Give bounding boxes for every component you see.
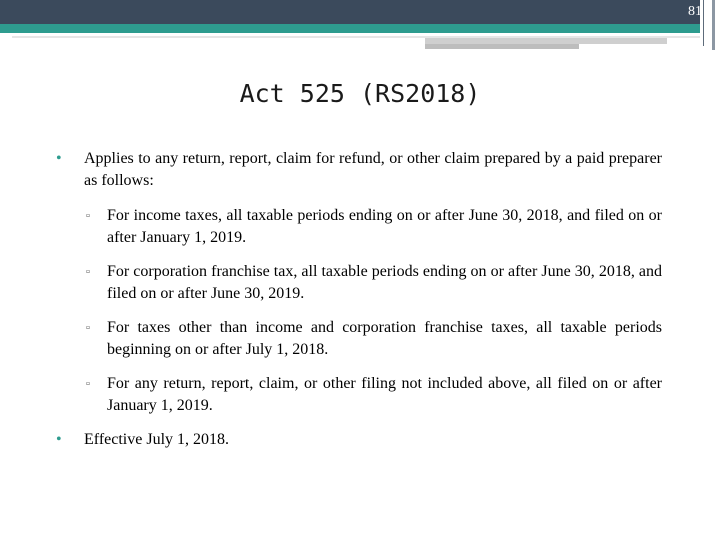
sub-bullet-text: For corporation franchise tax, all taxable periods ending on or after June 30, 2018, and filed on or after June 30, 2019. [107,263,662,302]
sub-bullet-item [56,373,662,417]
square-bullet-icon: ▫ [86,266,90,278]
bullet-item [56,429,662,451]
accent-bar [0,24,700,33]
bullet-dot-icon: • [56,431,62,448]
decorative-rule [703,0,704,46]
sub-bullet-item [56,205,662,249]
square-bullet-icon: ▫ [86,378,90,390]
header-bar [0,0,700,24]
sub-bullet-text: For any return, report, claim, or other filing not included above, all filed on or after January 1, 2019. [107,375,662,414]
bullet-dot-icon: • [56,150,62,167]
bullet-text: Effective July 1, 2018. [84,431,230,448]
sub-bullet-text: For taxes other than income and corporation franchise taxes, all taxable periods beginning on or after July 1, 2018. [107,319,662,358]
square-bullet-icon: ▫ [86,210,90,222]
slide-body [56,148,662,451]
square-bullet-icon: ▫ [86,322,90,334]
decorative-rule-secondary [712,0,715,50]
sub-bullet-item [56,261,662,305]
bullet-item [56,148,662,192]
sub-bullet-text: For income taxes, all taxable periods ending on or after June 30, 2018, and filed on or after January 1, 2019. [107,207,662,246]
bullet-text: Applies to any return, report, claim for refund, or other claim prepared by a paid preparer as follows: [84,150,662,189]
decorative-strip-secondary [425,44,579,49]
sub-bullet-item [56,317,662,361]
slide-title: Act 525 (RS2018) [239,79,481,108]
page-number: 81 [688,4,702,19]
